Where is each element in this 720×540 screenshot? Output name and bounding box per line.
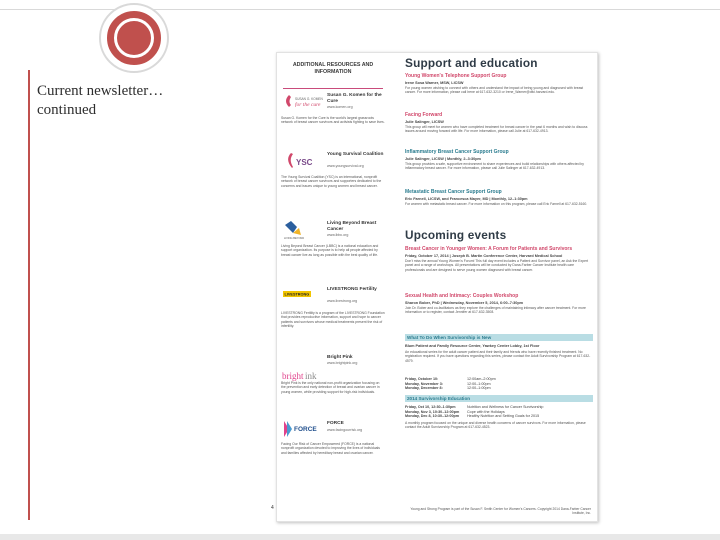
slide-caption: Current newsletter…continued [37,83,164,118]
schedule-date: Monday, December 8: [405,386,443,391]
section-subtitle: Irene Sosa Warner, MSW, LICSW [405,81,464,85]
ysc-logo [281,150,325,174]
schedule-date: Friday, Oct 10, 12:30–1:30pm [405,405,456,409]
lbbc-logo [281,219,325,243]
accent-rule [28,70,30,520]
bright-pink-logo-text-2: ink [305,371,317,381]
education-body: A monthly program focused on the unique and diverse health concerns of cancer survivors. For more information, please contact the Adult Survivorship Program at 617-632-4523. [405,421,586,430]
schedule-topic: Healthy Nutrition and Setting Goals for 2015 [467,414,540,419]
main-column [405,53,593,521]
section-title: Breast Cancer in Younger Women: A Forum for Patients and Survivors [405,246,573,252]
events-heading: Upcoming events [405,228,507,242]
page-number: 4 [271,505,274,511]
org-description: Susan G. Komen for the Cure is the world's largest grassroots network of breast cancer survivors and activists fighting to save lives. [281,116,385,125]
org-url[interactable]: www.lbbc.org [327,233,349,237]
org-url[interactable]: www.facingourrisk.org [327,428,363,432]
section-subtitle: Friday, October 17, 2014 | Joseph B. Martin Conference Center, Harvard Medical School [405,254,563,258]
lbbc-logo-text: LIVING BEYOND [284,237,305,240]
schedule-time: 12:00–1:00pm [467,381,491,386]
org-name: Bright Pink [327,355,353,360]
org-url[interactable]: www.livestrong.org [327,299,358,303]
org-url[interactable]: www.brightpink.org [327,361,358,365]
komen-logo-text-1: SUSAN G. KOMEN [295,97,323,101]
schedule-date: Monday, November 3: [405,381,444,386]
section-body: For women with metastatic breast cancer. For more information on this program, please call Eric Farnell at 617-632-5160. [405,202,588,206]
komen-logo [281,91,325,115]
schedule-topic: Cope with the Holidays [467,409,505,414]
schedule-time: 12:00–1:00pm [467,386,491,391]
org-name: Susan G. Komen for the Cure [327,93,382,104]
org-description: LIVESTRONG Fertility is a program of the LIVESTRONG Foundation that provides reproductive information, support and hope to cancer patients and survivors whose medical treatments present the risk of infertility. [281,311,385,329]
section-subtitle: Eric Farnell, LICSW, and Francesca Mayer, MD | Monthly, 12–1:30pm [405,197,528,201]
force-logo [281,417,325,441]
org-name: Young Survival Coalition [327,152,384,157]
schedule-topic: Nutrition and Wellness for Cancer Survivorship [467,405,544,409]
org-description: Facing Our Risk of Cancer Empowered (FORCE) is a national nonprofit organization devoted to improving the lives of individuals and families affected by hereditary breast and ovarian cancer. [281,442,380,455]
section-title: Young Women's Telephone Support Group [405,73,507,79]
top-bar [0,0,720,10]
schedule-time: 12:00am–2:00pm [467,377,496,381]
section-body: This group will meet for women who have completed treatment for breast cancer in the past 6 months and wish to discuss issues around moving forward with life. For more information, please call Julie at 617-632-4913. [405,125,588,134]
org-description: The Young Survival Coalition (YSC) is an international, nonprofit network of breast cancer survivors and supporters dedicated to the concerns and issues unique to young women and breast cancer. [281,175,382,188]
livestrong-logo [281,285,325,309]
section-title: Metastatic Breast Cancer Support Group [405,189,502,195]
section-subtitle: Julie Salinger, LICSW [405,120,444,124]
survivorship-schedule [405,377,593,391]
org-url[interactable]: www.komen.org [327,105,353,109]
schedule-row [405,414,593,419]
newsletter-page [271,52,598,522]
survivorship-location: Blum Patient and Family Resource Center, Yawkey Center Lobby, 1st Floor [405,344,540,348]
education-bar: 2014 Survivorship Education [405,395,593,402]
schedule-date: Friday, October 10: [405,377,439,381]
section-title: Sexual Health and Intimacy: Couples Workshop [405,293,519,299]
schedule-date: Monday, Dec 8, 10:30–12:00pm [405,414,460,419]
bottom-bar [0,534,720,540]
org-name: Living Beyond Breast Cancer [327,221,377,232]
survivorship-bar: What To Do When Survivorship is New [405,334,593,341]
resources-sidebar [271,53,389,521]
section-subtitle: Sharon Bober, PhD | Wednesday, November 5, 2014, 6:00–7:30pm [405,301,524,305]
section-body: For young women wishing to connect with others and understand the impact of being young and diagnosed with breast cancer. For more information, please call Irene at 617-632-3210 or Irene_Warner@dfci.harvard.edu. [405,86,584,95]
force-logo-text: FORCE [294,426,317,433]
org-url[interactable]: www.youngsurvival.org [327,164,364,168]
decorative-circle-logo [101,5,167,71]
org-name: LIVESTRONG Fertility [327,287,377,292]
livestrong-logo-text: LIVESTRONG [284,292,310,297]
org-name: FORCE [327,421,344,426]
ysc-logo-text: YSC [296,158,313,167]
bright-pink-logo-text: bright [282,371,304,381]
sidebar-heading: ADDITIONAL RESOURCES AND INFORMATION [283,59,383,89]
schedule-row [405,386,593,391]
section-title: Facing Forward [405,112,443,118]
section-body: Don't miss the annual Young Women's Forum! This full day event includes a Patient and Survivor panel, an Ask the Expert panel and a range of workshops. All presentations will be conducted by Dana-Farber Cancer Institute health care professionals and are designed to serve young women diagnosed with breast cancer. [405,259,589,272]
section-body: This group provides a safe, supportive environment to share experiences and build relationships with others affected by inflammatory breast cancer. For more information, please call Julie Salinger at 617-632-4913. [405,162,584,171]
section-body: Join Dr. Bober and co-facilitators as they explore the challenges of maintaining intimacy after cancer treatment. For more information or to register, contact Jennifer at 617-632-3508. [405,306,586,315]
education-schedule [405,405,593,419]
section-subtitle: Julie Salinger, LICSW | Monthly, 2–3:30pm [405,157,481,161]
section-title: Inflammatory Breast Cancer Support Group [405,149,509,155]
support-heading: Support and education [405,56,538,70]
newsletter-footer: Young and Strong Program is part of the Susan F. Smith Center for Women's Cancers. Copyright 2014 Dana-Farber Cancer Institute, Inc. [410,507,591,515]
org-description: Bright Pink is the only national non-profit organization focusing on the prevention and early detection of breast and ovarian cancer in young women, while providing support for high-risk individuals. [281,381,380,394]
survivorship-body: An educational series for the adult cancer patient and their family and friends who have recently finished treatment. No registration required. If you have questions regarding this series, please contact the Adult Survivorship Program at 617-632-4579. [405,350,591,363]
org-description: Living Beyond Breast Cancer (LBBC) is a national education and support organization. Its purpose is to help all people affected by breast cancer live as long as possible with the best quality of life. [281,244,379,257]
komen-logo-text-2: for the cure [295,102,321,108]
schedule-date: Monday, Nov 3, 10:30–12:00pm [405,409,460,414]
